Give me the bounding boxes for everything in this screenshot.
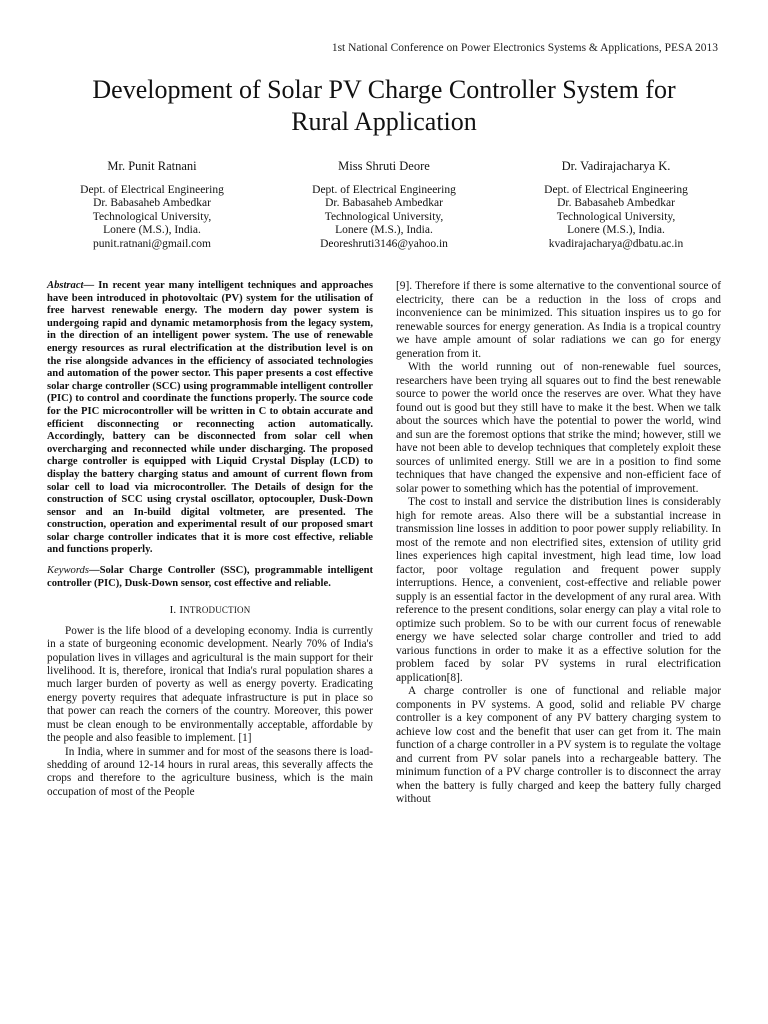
keywords bbox=[47, 565, 373, 590]
author-dept: Dept. of Electrical Engineering bbox=[80, 183, 224, 196]
paper-title bbox=[36, 74, 732, 138]
author-institution-2: Technological University, bbox=[92, 210, 212, 223]
author-3 bbox=[500, 160, 732, 252]
author-name: Miss Shruti Deore bbox=[338, 159, 430, 173]
abstract-label: Abstract bbox=[47, 280, 84, 291]
section-title-rest: NTRODUCTION bbox=[183, 605, 251, 616]
author-location: Lonere (M.S.), India. bbox=[103, 224, 201, 237]
author-email: punit.ratnani@gmail.com bbox=[93, 237, 211, 250]
author-block bbox=[36, 160, 732, 252]
title-line-2: Rural Application bbox=[291, 107, 477, 136]
keywords-label: Keywords bbox=[47, 565, 89, 577]
abstract-text: In recent year many intelligent techniques and approaches have been introduced in photovoltaic (PV) system for the utilisation of free harvest renewable energy. The modern day power system is undergoing rapid and dynamic metamorphosis from the legacy system, in the direction of an intelligent power system. The use of renewable energy resources as rural electrification at the distribution level is on the rise alongside advances in the efficiency of associated technologies and automation of the power sector. This paper presents a cost effective solar charge controller (SCC) using programmable intelligent controller (PIC) to control and coordinate the functions properly. The source code for the PIC microcontroller will be written in C to obtain accurate and efficient disconnecting or reconnecting action automatically. Accordingly, battery can be disconnected from solar cell when overcharging and reconnected while under discharging. The proposed charge controller is equipped with Liquid Crystal Display (LCD) to display the battery charging status and amount of current flown from solar cell to load via microcontroller. The Details of design for the construction of SCC using crystal oscillator, optocoupler, Dusk-Down sensor and an In-build digital voltmeter, are presented. The construction, operation and experimental result of our proposed smart solar charge controller indicates that it is more cost effective, reliable and functions properly. bbox=[47, 280, 373, 556]
body-paragraph: A charge controller is one of functional and reliable major components in PV systems. A good, solid and reliable PV charge controller is a key component of any PV battery charging system to achieve low cost and the benefit that user can get from it. The main function of a charge controller in a PV system is to regulate the voltage and current from PV solar panels into a rechargeable battery. The minimum function of a PV charge controller is to disconnect the array when the battery is fully charged and keep the battery fully charged without bbox=[396, 685, 721, 805]
author-location: Lonere (M.S.), India. bbox=[567, 224, 665, 237]
author-1 bbox=[36, 160, 268, 252]
author-name: Mr. Punit Ratnani bbox=[107, 159, 197, 173]
section-first-letter: I bbox=[179, 604, 184, 617]
body-paragraph: In India, where in summer and for most of the seasons there is load-shedding of around 12-14 hours in rural areas, this severally affects the crops and therefore to the agriculture business, which is the main occupation of most of the People bbox=[47, 745, 373, 798]
author-institution-1: Dr. Babasaheb Ambedkar bbox=[93, 197, 211, 210]
left-column bbox=[47, 280, 373, 799]
author-institution-1: Dr. Babasaheb Ambedkar bbox=[325, 197, 443, 210]
author-location: Lonere (M.S.), India. bbox=[335, 224, 433, 237]
body-paragraph: The cost to install and service the distribution lines is considerably high for remote areas. Also there will be a substantial increase in transmission line losses in addition to poor power supply reliability. In most of the remote and non electrified sites, extension of utility grid lines experiences high capital investment, high lead time, low load factor, poor voltage regulation and frequent power supply interruptions. Hence, a convenient, cost-effective and reliable power supply is an essential factor in the development of any rural area. With reference to the present conditions, solar energy can play a vital role to optimize such problem. So to be with our current focus of renewable energy we have selected solar charge controller and tried to add various functions in order to make it as a effective solution for the problem faced by solar PV systems in rural electrification application[8]. bbox=[396, 496, 721, 684]
keywords-text: Solar Charge Controller (SSC), programmable intelligent controller (PIC), Dusk-Down sensor, cost effective and reliable. bbox=[47, 565, 373, 589]
title-line-1: Development of Solar PV Charge Controller System for bbox=[92, 75, 676, 104]
author-email: kvadirajacharya@dbatu.ac.in bbox=[548, 237, 684, 250]
body-paragraph: Power is the life blood of a developing economy. India is currently in a state of burgeoning economic development. Nearly 70% of India's population lives in villages and agricultural is the main support for their livelihood. It is, therefore, ironical that India's rural population shares a much larger burden of poverty as well as energy poverty. Eradicating energy poverty requires that adequate infrastructure is put in place so that power can reach the corners of the country. Moreover, this power must be clean enough to be environmentally acceptable, affordable by the people and also feasible to implement. [1] bbox=[47, 624, 373, 745]
section-number: I. bbox=[169, 604, 177, 617]
abstract bbox=[47, 280, 373, 557]
author-institution-1: Dr. Babasaheb Ambedkar bbox=[557, 197, 675, 210]
author-dept: Dept. of Electrical Engineering bbox=[544, 183, 688, 196]
keywords-dash: — bbox=[88, 565, 100, 577]
author-dept: Dept. of Electrical Engineering bbox=[312, 183, 456, 196]
author-institution-2: Technological University, bbox=[556, 210, 676, 223]
section-heading-introduction bbox=[47, 604, 373, 617]
author-2 bbox=[268, 160, 500, 252]
body-paragraph: [9]. Therefore if there is some alternative to the conventional source of electricity, there can be a reduction in the loss of crops and inconvenience can be minimized. This situation inspires us to go for renewable sources for energy generation. As India is a tropical country we have ample amount of solar radiations we can go for energy generation from it. bbox=[396, 280, 721, 360]
author-email: Deoreshruti3146@yahoo.in bbox=[320, 237, 448, 250]
abstract-dash: — bbox=[83, 280, 99, 291]
author-institution-2: Technological University, bbox=[324, 210, 444, 223]
conference-header: 1st National Conference on Power Electronics Systems & Applications, PESA 2013 bbox=[331, 42, 718, 54]
right-column bbox=[396, 280, 721, 807]
body-paragraph: With the world running out of non-renewable fuel sources, researchers have been trying all squares out to find the best renewable source to power the world once the reserves are over. What they have found out is good but they still have to make it the best. When we talk about the sources which have the potential to power the world, wind and sun are the foremost options that strike the mind; however, still we have not been able to develop techniques that completely exploit these sources of unlimited energy. Still we are in a position to find some techniques that have changed the expensive and non-efficient face of solar power to something which has the potential of improvement. bbox=[396, 361, 721, 495]
author-name: Dr. Vadirajacharya K. bbox=[561, 159, 671, 173]
